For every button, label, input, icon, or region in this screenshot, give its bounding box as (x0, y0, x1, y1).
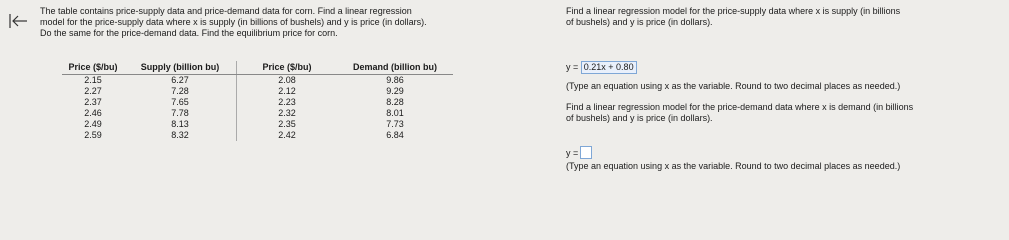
table-cell: 7.28 (171, 86, 189, 96)
table-cell: 2.08 (237, 75, 338, 87)
supply-prompt-line-2: of bushels) and y is price (in dollars). (566, 17, 713, 27)
table-cell: 2.42 (237, 130, 338, 141)
table-cell: 2.59 (84, 130, 102, 140)
supply-answer-row (566, 61, 637, 74)
supply-hint: (Type an equation using x as the variable. Round to two decimal places as needed.) (566, 81, 901, 91)
supply-answer-field[interactable]: 0.21x + 0.80 (581, 61, 637, 74)
header-supply: Supply (billion bu) (124, 61, 237, 75)
table-cell: 2.37 (84, 97, 102, 107)
table-cell: 2.35 (237, 119, 338, 130)
header-demand: Demand (billion bu) (337, 61, 453, 75)
table-cell: 9.86 (386, 75, 404, 85)
supply-question (566, 6, 1006, 28)
table-row (62, 75, 453, 87)
question-text (40, 6, 540, 39)
supply-prefix: y = (566, 62, 579, 72)
demand-question (566, 102, 1006, 124)
question-line-2: model for the price-supply data where x is supply (in billions of bushels) and y is price (in dollars). (40, 17, 427, 27)
header-price-supply: Price ($/bu) (62, 61, 124, 75)
table-row (62, 119, 453, 130)
table-row (62, 130, 453, 141)
back-arrow-glyph (8, 13, 28, 29)
demand-answer-row (566, 146, 592, 159)
back-arrow-icon[interactable] (6, 9, 30, 33)
table-row (62, 97, 453, 108)
table-cell: 2.32 (237, 108, 338, 119)
table-cell: 2.46 (84, 108, 102, 118)
table-cell: 2.23 (237, 97, 338, 108)
table-cell: 8.13 (171, 119, 189, 129)
question-line-1: The table contains price-supply data and price-demand data for corn. Find a linear regression (40, 6, 412, 16)
table-cell: 7.78 (171, 108, 189, 118)
price-supply-demand-table (62, 61, 453, 141)
demand-prompt-line-2: of bushels) and y is price (in dollars). (566, 113, 713, 123)
table-cell: 7.65 (171, 97, 189, 107)
table-cell: 9.29 (386, 86, 404, 96)
table-row (62, 86, 453, 97)
demand-prompt-line-1: Find a linear regression model for the price-demand data where x is demand (in billions (566, 102, 914, 112)
table-cell: 8.28 (386, 97, 404, 107)
table-cell: 8.01 (386, 108, 404, 118)
table-cell: 6.27 (171, 75, 189, 85)
table-cell: 2.12 (237, 86, 338, 97)
table-cell: 2.27 (84, 86, 102, 96)
table-cell: 6.84 (386, 130, 404, 140)
table-cell: 8.32 (171, 130, 189, 140)
table-cell: 2.15 (84, 75, 102, 85)
table-cell: 7.73 (386, 119, 404, 129)
header-price-demand: Price ($/bu) (237, 61, 338, 75)
demand-hint: (Type an equation using x as the variable. Round to two decimal places as needed.) (566, 161, 901, 171)
demand-prefix: y = (566, 147, 579, 158)
table-row (62, 108, 453, 119)
table-header-row (62, 61, 453, 75)
table-cell: 2.49 (84, 119, 102, 129)
question-line-3: Do the same for the price-demand data. Find the equilibrium price for corn. (40, 28, 338, 38)
demand-answer-input[interactable] (580, 146, 592, 159)
supply-prompt-line-1: Find a linear regression model for the price-supply data where x is supply (in billions (566, 6, 901, 16)
